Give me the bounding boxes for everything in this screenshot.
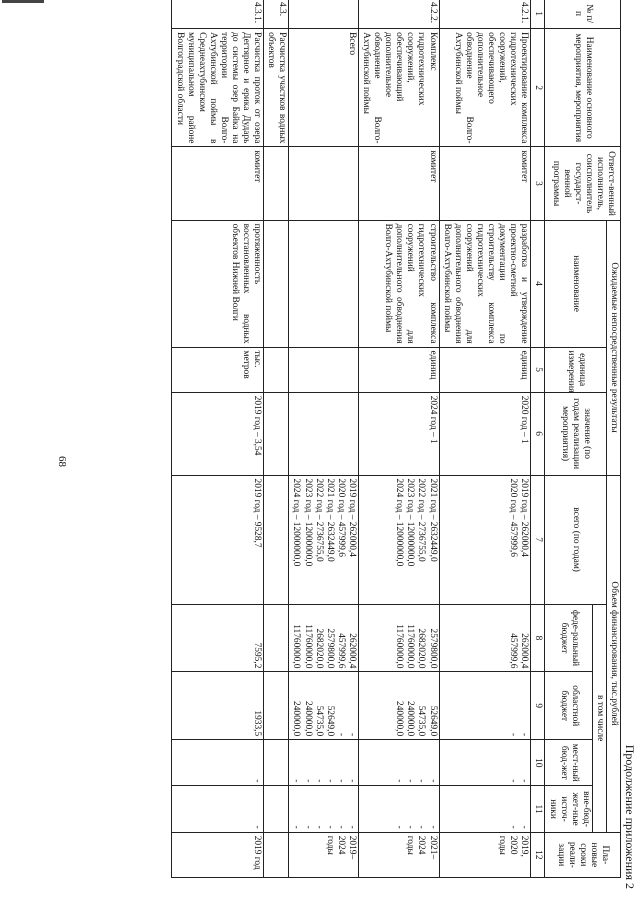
row-fin-total [172,475,264,604]
row-fin-local [358,740,439,786]
header-deadline: Пла-новые сроки реали-зации [545,832,621,877]
value-line: - [519,825,530,829]
row-fin-other [358,786,439,832]
col-number: 10 [531,740,545,786]
row-result-name: строительство комплекса гидротехнических сооружений для дополнительного обводнения Волго-Ахтубинской поймы [358,220,439,347]
value-line: 11760000,0 [302,624,313,669]
row-main-event: Всего [289,29,359,147]
rotated-page [62,0,637,903]
row-fin-regional [264,672,289,740]
value-line: 457999,6 [335,633,346,669]
table-row [172,0,264,878]
value-line: 11760000,0 [394,624,405,669]
table-row [264,0,289,878]
col-number: 1 [531,0,545,29]
value-line: - [335,825,346,829]
value-line: 2682020,0 [313,628,324,669]
value-line: 240000,0 [394,701,405,737]
row-unit [289,347,359,392]
header-expected-results: Ожидаемые непосредственные результаты [606,220,620,475]
col-number: 7 [531,475,545,604]
row-value [264,392,289,475]
row-fin-regional [358,672,439,740]
value-line: 2023 год – 12000000,0 [302,478,313,567]
value-line: - [302,779,313,783]
value-line: - [252,779,263,783]
header-fin-total: всего (по годам) [545,475,606,604]
value-line: 7595,2 [252,642,263,669]
row-unit: тыс. метров [172,347,264,392]
row-result-name [264,220,289,347]
value-line: - [427,825,438,829]
value-line: - [416,825,427,829]
value-line: 52649,0 [324,705,335,737]
value-line: 2020 год – 457999,6 [335,478,346,557]
value-line: - [405,825,416,829]
row-fin-other [439,786,531,832]
col-number: 5 [531,347,545,392]
value-line: 2023 год – 12000000,0 [405,478,416,567]
row-fin-federal [264,604,289,672]
value-line: - [252,825,263,829]
row-value: 2019 год – 3,54 [172,392,264,475]
header-executor: Ответст-венный исполнитель, соисполнитель государст-венной программы [545,147,621,220]
row-num: 4.2.2. [358,0,439,29]
value-line: 2019 год – 9528,7 [252,478,263,548]
value-line: - [394,825,405,829]
value-line: - [313,825,324,829]
value-line: 2020 год – 457999,6 [508,478,519,557]
value-line: 240000,0 [291,701,302,737]
program-table [171,0,621,878]
row-deadline: 2019–2024 годы [289,832,359,877]
row-deadline: 2019, 2020 годы [439,832,531,877]
row-deadline [264,832,289,877]
value-line: - [427,779,438,783]
table-row [358,0,439,878]
row-value [289,392,359,475]
row-result-name: разработка и утверждение проектно-сметной документации по строительству комплекса гидротехнических сооружений для дополнительного обводнения Волго-Ахтубинской поймы [439,220,531,347]
row-deadline: 2021–2024 годы [358,832,439,877]
col-number: 11 [531,786,545,832]
header-result-name: наименование [545,220,606,347]
header-fin-including: в том числе [592,604,606,832]
col-number: 3 [531,147,545,220]
col-number: 6 [531,392,545,475]
value-line: - [519,779,530,783]
value-line: 11760000,0 [291,624,302,669]
value-line: 2682020,0 [416,628,427,669]
value-line: 262000,4 [346,633,357,669]
row-fin-total [358,475,439,604]
row-fin-regional [172,672,264,740]
value-line: - [519,733,530,737]
header-fin-federal: феде-ральный бюджет [545,604,592,672]
row-fin-local [172,740,264,786]
value-line: - [346,825,357,829]
row-value: 2024 год – 1 [358,392,439,475]
row-fin-local [264,740,289,786]
header-fin-regional: областной бюджет [545,672,592,740]
row-fin-federal [439,604,531,672]
row-executor [264,147,289,220]
value-line: - [346,779,357,783]
row-deadline: 2019 год [172,832,264,877]
row-fin-total [439,475,531,604]
page-number: 68 [56,456,68,467]
row-executor: комитет [439,147,531,220]
value-line: 2024 год – 12000000,0 [394,478,405,567]
row-fin-local [439,740,531,786]
value-line: 2021 год – 2632449,0 [427,478,438,562]
value-line: - [302,825,313,829]
column-number-row [531,0,545,878]
header-financing: Объем финансирования, тыс.рублей [606,475,620,832]
row-main-event: Расчистка проток от озера Дегтярное и ерика Дударь до системы озер Байка на территории Волго-Ахтубинской поймы в Среднеахтубинском муниципальном районе Волгоградской области [172,29,264,147]
row-fin-total [289,475,359,604]
value-line: 2021 год – 2632449,0 [324,478,335,562]
row-fin-federal [172,604,264,672]
row-result-name [289,220,359,347]
row-fin-regional [289,672,359,740]
table-row [289,0,359,878]
row-value: 2020 год – 1 [439,392,531,475]
value-line: 2019 год – 262000,4 [346,478,357,557]
row-executor: комитет [172,147,264,220]
col-number: 9 [531,672,545,740]
value-line: - [416,779,427,783]
appendix-label: Продолжение приложения 2 [623,744,637,889]
value-line: 54735,0 [313,705,324,737]
row-fin-total [264,475,289,604]
row-num [289,0,359,29]
row-result-name: протяженность восстановленных водных объектов Нижней Волги [172,220,264,347]
value-line: 262000,4 [519,633,530,669]
value-line: 2019 год – 262000,4 [519,478,530,557]
row-unit: единиц [358,347,439,392]
value-line: 240000,0 [302,701,313,737]
value-line: 240000,0 [405,701,416,737]
value-line: - [405,779,416,783]
row-fin-regional [439,672,531,740]
value-line: - [508,825,519,829]
value-line: - [291,825,302,829]
col-number: 2 [531,29,545,147]
row-main-event: Комплекс гидротехнических сооружений, обеспечивающий дополнительное обводнение Волго-Ахтубинской поймы [358,29,439,147]
row-fin-other [172,786,264,832]
header-fin-local: мест-ный бюд-жет [545,740,592,786]
col-number: 12 [531,832,545,877]
row-fin-other [289,786,359,832]
row-unit [264,347,289,392]
value-line: - [313,779,324,783]
value-line: - [324,825,335,829]
value-line: - [324,779,335,783]
header-result-value: значение (по годам реализации мероприятия) [545,392,606,475]
row-unit: единиц [439,347,531,392]
value-line: - [508,733,519,737]
row-main-event: Расчистка участков водных объектов [264,29,289,147]
row-fin-other [264,786,289,832]
value-line: 2579800,0 [324,628,335,669]
row-main-event: Проектирование комплекса гидротехнических сооружений, обеспечивающего дополнительное обводнение Волго-Ахтубинской поймы [439,29,531,147]
row-executor: комитет [358,147,439,220]
row-fin-federal [289,604,359,672]
table-body [172,0,531,878]
header-main-event: Наименование основного мероприятия, мероприятия [545,29,621,147]
header-result-unit: единица измерения [545,347,606,392]
value-line: 1933,5 [252,710,263,737]
col-number: 8 [531,604,545,672]
value-line: 52649,0 [427,705,438,737]
value-line: 11760000,0 [405,624,416,669]
value-line: 54735,0 [416,705,427,737]
row-fin-federal [358,604,439,672]
value-line: 457999,6 [508,633,519,669]
value-line: - [335,779,346,783]
value-line: - [291,779,302,783]
row-num: 4.3. [264,0,289,29]
header-fin-other: вне-бюд-жет-ные источ-ники [545,786,592,832]
value-line: - [335,733,346,737]
scan-edge-mark [2,0,44,3]
row-executor [289,147,359,220]
value-line: - [508,779,519,783]
row-num: 4.3.1. [172,0,264,29]
row-fin-local [289,740,359,786]
value-line: 2024 год – 12000000,0 [291,478,302,567]
value-line: 2022 год – 2736755,0 [416,478,427,562]
value-line: - [346,733,357,737]
col-number: 4 [531,220,545,347]
value-line: - [394,779,405,783]
value-line: 2022 год – 2736755,0 [313,478,324,562]
table-row [439,0,531,878]
value-line: 2579800,0 [427,628,438,669]
row-num: 4.2.1. [439,0,531,29]
header-num: № п/п [545,0,621,29]
